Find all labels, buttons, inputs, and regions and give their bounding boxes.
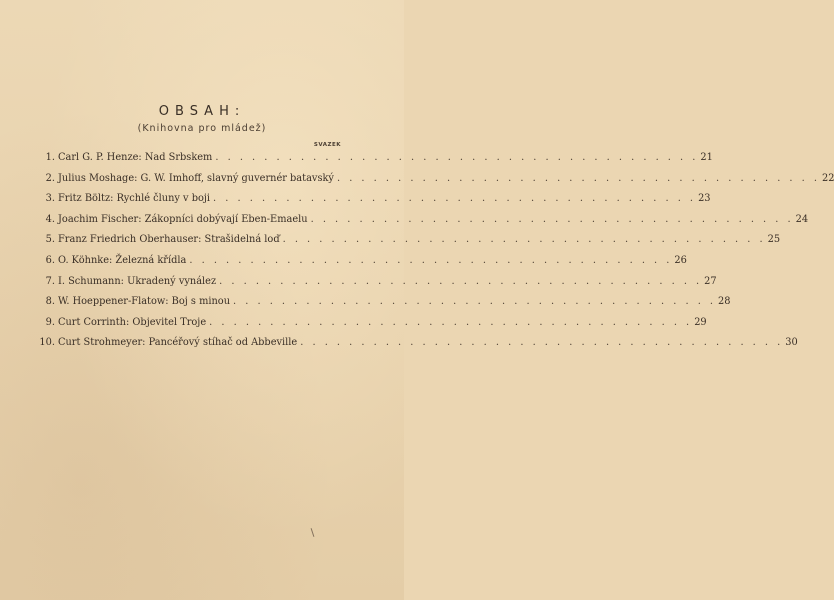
entry-title: Curt Strohmeyer: Pancéřový stíhač od Abbeville xyxy=(58,337,298,349)
entry-number: 10. xyxy=(39,337,55,349)
entry-number: 3. xyxy=(45,193,55,205)
toc-entry xyxy=(45,275,717,297)
dot-leader xyxy=(189,255,672,266)
entry-volume: 24 xyxy=(795,213,809,225)
dot-leader xyxy=(283,234,766,245)
entry-volume: 22 xyxy=(822,172,834,184)
dot-leader xyxy=(300,337,783,348)
entry-volume: 26 xyxy=(674,254,687,266)
toc-entry xyxy=(45,213,809,235)
entry-title: Franz Friedrich Oberhauser: Strašidelná loď xyxy=(58,234,280,246)
entry-volume: 29 xyxy=(694,316,707,328)
entry-volume: 30 xyxy=(785,337,798,349)
dot-leader xyxy=(337,173,820,184)
entry-number: 2. xyxy=(45,172,55,184)
entry-title: O. Köhnke: Železná křídla xyxy=(58,254,187,266)
toc-entry xyxy=(45,152,713,173)
entry-volume: 28 xyxy=(718,296,731,308)
entry-number: 6. xyxy=(45,254,55,266)
toc-entry xyxy=(45,296,731,317)
toc-entry xyxy=(45,193,711,214)
entry-volume: 25 xyxy=(767,234,781,246)
toc-entry xyxy=(45,172,834,194)
entry-title: W. Hoeppener-Flatow: Boj s minou xyxy=(58,296,231,308)
toc-entry xyxy=(45,234,781,255)
entry-volume: 23 xyxy=(698,193,711,205)
entry-title: Curt Corrinth: Objevitel Troje xyxy=(58,316,207,328)
dot-leader xyxy=(311,214,794,225)
entry-title: Julius Moshage: G. W. Imhoff, slavný guvernér batavský xyxy=(58,172,334,184)
contents-subtitle: (Knihovna pro mládež) xyxy=(137,123,267,134)
pencil-mark xyxy=(311,528,315,537)
entry-title: Fritz Böltz: Rychlé čluny v boji xyxy=(58,193,211,205)
entry-title: Joachim Fischer: Zákopníci dobývají Eben-Emaelu xyxy=(58,213,308,225)
dot-leader xyxy=(213,193,696,204)
dot-leader xyxy=(215,152,698,163)
entry-number: 8. xyxy=(45,296,55,308)
entry-number: 1. xyxy=(45,152,55,163)
dot-leader xyxy=(219,276,702,287)
entry-title: Carl G. P. Henze: Nad Srbskem xyxy=(58,152,213,163)
dot-leader xyxy=(233,296,716,307)
entry-number: 9. xyxy=(45,316,55,328)
entry-number: 5. xyxy=(45,234,55,246)
dot-leader xyxy=(209,317,692,328)
table-of-contents xyxy=(39,152,834,358)
entry-volume: 21 xyxy=(700,152,713,163)
toc-entry xyxy=(39,337,798,358)
entry-number: 4. xyxy=(45,213,55,225)
entry-volume: 27 xyxy=(704,275,717,287)
contents-title: OBSAH: xyxy=(158,104,246,119)
toc-entry xyxy=(45,254,687,276)
toc-entry xyxy=(45,316,707,338)
entry-number: 7. xyxy=(45,275,55,287)
entry-title: I. Schumann: Ukradený vynález xyxy=(58,275,217,287)
volume-column-header: SVAZEK xyxy=(313,142,341,148)
